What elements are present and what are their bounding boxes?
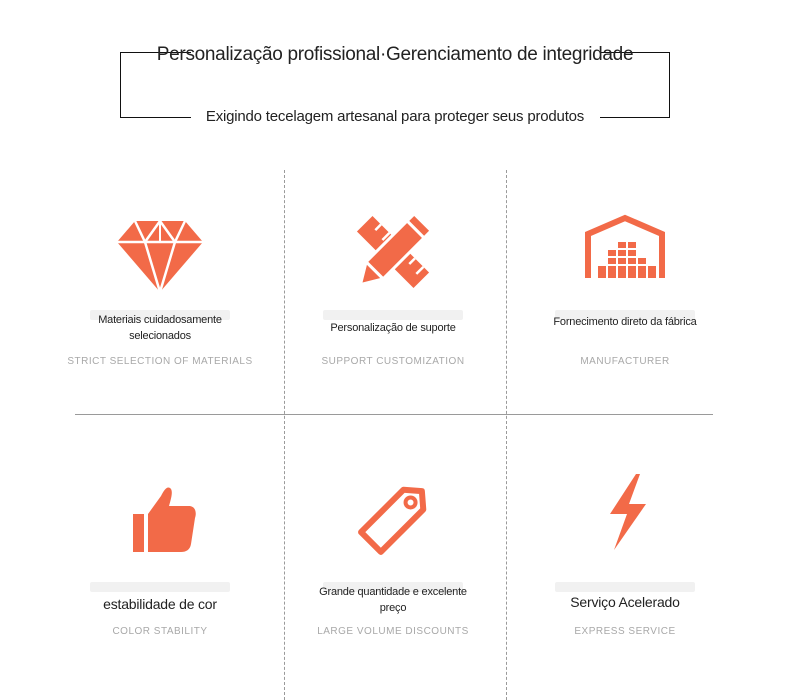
feature-title: Materiais cuidadosamente selecionados <box>98 314 222 342</box>
feature-subtitle: LARGE VOLUME DISCOUNTS <box>317 626 469 637</box>
feature-card-materials <box>60 170 260 414</box>
feature-subtitle: STRICT SELECTION OF MATERIALS <box>67 356 253 367</box>
feature-card-volume-discounts <box>293 416 493 700</box>
feature-card-express-service <box>525 416 725 700</box>
feature-title: Personalização de suporte <box>330 322 456 334</box>
feature-title: estabilidade de cor <box>103 596 217 612</box>
feature-title-ghost <box>90 582 230 592</box>
feature-card-color-stability <box>60 416 260 700</box>
feature-subtitle: MANUFACTURER <box>580 356 670 367</box>
grid-divider-horizontal <box>75 414 713 415</box>
feature-subtitle: SUPPORT CUSTOMIZATION <box>321 356 465 367</box>
feature-subtitle: COLOR STABILITY <box>112 626 208 637</box>
thumbs-up-icon <box>115 482 205 562</box>
feature-title: Grande quantidade e excelente preço <box>319 586 467 614</box>
feature-title-ghost <box>323 310 463 320</box>
grid-divider-vertical-1 <box>284 170 285 700</box>
diamond-icon <box>115 218 205 298</box>
lightning-icon <box>580 472 670 552</box>
feature-card-customization <box>293 170 493 414</box>
price-tag-icon <box>348 480 438 560</box>
pencil-ruler-icon <box>348 212 438 292</box>
feature-title-ghost <box>555 582 695 592</box>
section-header <box>0 0 790 150</box>
feature-title: Fornecimento direto da fábrica <box>553 316 697 328</box>
feature-card-factory <box>525 170 725 414</box>
feature-title: Serviço Acelerado <box>570 594 680 610</box>
features-grid <box>0 170 790 700</box>
header-ghost-text-top <box>190 14 610 32</box>
grid-divider-vertical-2 <box>506 170 507 700</box>
factory-icon <box>580 214 670 294</box>
feature-subtitle: EXPRESS SERVICE <box>574 626 676 637</box>
page-title: Personalização profissional·Gerenciamento de integridade <box>156 44 634 65</box>
page-subtitle: Exigindo tecelagem artesanal para proteger seus produtos <box>205 108 585 125</box>
